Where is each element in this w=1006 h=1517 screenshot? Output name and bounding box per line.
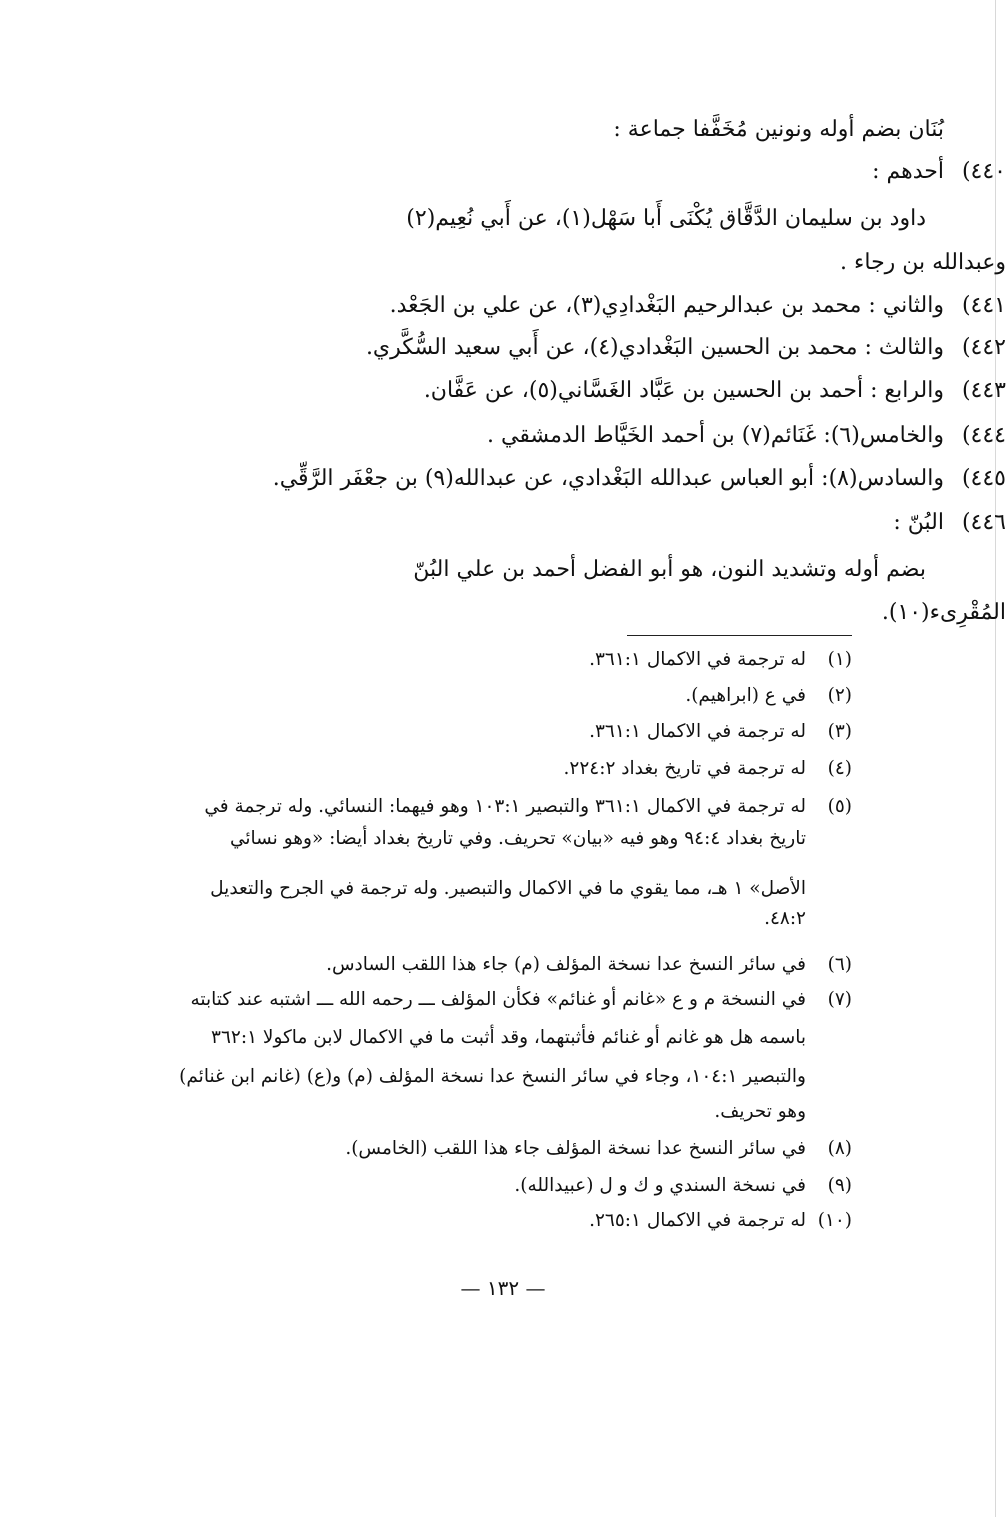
entry-text: والسادس(٨): أبو العباس عبدالله البَغْدادي، عن عبدالله(٩) بن جعْفَر الرَّقِّي. bbox=[272, 466, 944, 491]
entry-text: والثالث : محمد بن الحسين البَغْدادي(٤)، عن أَبي سعيد السُّكَّري. bbox=[365, 335, 944, 360]
entry-number: ٤٤٤) bbox=[961, 423, 1006, 448]
footnote-number: (٩) bbox=[827, 1175, 852, 1196]
entry-text: والثاني : محمد بن عبدالرحيم البَغْدادِي(٣)، عن علي بن الجَعْد. bbox=[389, 293, 944, 318]
footnote-10: (١٠)له ترجمة في الاكمال ٢٦٥:١. bbox=[135, 1206, 852, 1236]
footnote-5: (٥)له ترجمة في الاكمال ٣٦١:١ والتبصير ١٠٣:١ وهو فيهما: النسائي. وله ترجمة في bbox=[135, 792, 852, 822]
footnote-5-cont: الأصل» ١ هـ، مما يقوي ما في الاكمال والتبصير. وله ترجمة في الجرح والتعديل bbox=[210, 878, 806, 899]
entry-444 bbox=[286, 420, 1006, 452]
footnote-number: (٣) bbox=[827, 721, 852, 742]
footnote-2: (٢)في ع (ابراهيم). bbox=[135, 681, 852, 711]
footnote-1: (١)له ترجمة في الاكمال ٣٦١:١. bbox=[135, 645, 852, 675]
footnote-7-cont: باسمه هل هو غانم أو غنائم فأثبتهما، وقد أثبت ما في الاكمال لابن ماكولا ٣٦٢:١ bbox=[211, 1027, 806, 1048]
entry-442 bbox=[286, 332, 1006, 364]
main-line: المُقْرِىء(١٠). bbox=[881, 600, 1006, 625]
footnote-7-cont: وهو تحريف. bbox=[714, 1101, 806, 1122]
footnote-9: (٩)في نسخة السندي و ك و ل (عبيدالله). bbox=[135, 1171, 852, 1201]
entry-number: ٤٤٦) bbox=[961, 510, 1006, 535]
footnote-number: (٥) bbox=[827, 796, 852, 817]
footnote-7-cont: والتبصير ١٠٤:١، وجاء في سائر النسخ عدا نسخة المؤلف (م) و(ع) (غانم ابن غنائم) bbox=[179, 1066, 806, 1087]
footnote-number: (٨) bbox=[827, 1138, 852, 1159]
entry-443 bbox=[286, 375, 1006, 407]
main-line: وعبدالله بن رجاء . bbox=[840, 250, 1006, 275]
main-line: داود بن سليمان الدَّقَّاق يُكْنَى أَبا سَهْل(١)، عن أَبي نُعِيم(٢) bbox=[406, 206, 926, 231]
footnote-number: (٧) bbox=[827, 989, 852, 1010]
entry-441 bbox=[286, 290, 1006, 322]
entry-440 bbox=[286, 156, 1006, 188]
footnote-5-cont: ٤٨:٢. bbox=[764, 908, 806, 929]
footnote-separator bbox=[627, 635, 852, 636]
entry-number: ٤٤٥) bbox=[961, 466, 1006, 491]
footnote-number: (٢) bbox=[827, 685, 852, 706]
entry-text: البُنّ : bbox=[893, 510, 944, 535]
entry-446 bbox=[286, 507, 1006, 539]
footnote-number: (١٠) bbox=[817, 1210, 852, 1231]
entry-445 bbox=[272, 463, 1006, 495]
entry-number: ٤٤٠) bbox=[961, 159, 1006, 184]
entry-text: أحدهم : bbox=[872, 159, 944, 184]
footnote-number: (١) bbox=[827, 649, 852, 670]
entry-number: ٤٤١) bbox=[961, 293, 1006, 318]
main-line: بُنَان بضم أوله ونونين مُخَفَّفا جماعة : bbox=[613, 117, 944, 142]
footnote-3: (٣)له ترجمة في الاكمال ٣٦١:١. bbox=[135, 717, 852, 747]
entry-number: ٤٤٢) bbox=[961, 335, 1006, 360]
footnote-number: (٦) bbox=[827, 954, 852, 975]
footnote-7: (٧)في النسخة م و ع «غانم أو غنائم» فكأن المؤلف ـــ رحمه الله ـــ اشتبه عند كتابته bbox=[135, 985, 852, 1015]
footnote-5-cont: تاريخ بغداد ٩٤:٤ وهو فيه «بيان» تحريف. وفي تاريخ بغداد أيضا: «وهو نسائي bbox=[229, 828, 806, 849]
page-number: — ١٣٢ — bbox=[460, 1276, 546, 1300]
footnote-8: (٨)في سائر النسخ عدا نسخة المؤلف جاء هذا اللقب (الخامس). bbox=[135, 1134, 852, 1164]
main-line: بضم أوله وتشديد النون، هو أبو الفضل أحمد بن علي البُنّ bbox=[413, 557, 926, 582]
entry-text: والخامس(٦): غَنَائم(٧) بن أحمد الخَيَّاط الدمشقي . bbox=[487, 423, 944, 448]
footnote-4: (٤)له ترجمة في تاريخ بغداد ٢٢٤:٢. bbox=[135, 754, 852, 784]
entry-number: ٤٤٣) bbox=[961, 378, 1006, 403]
entry-text: والرابع : أحمد بن الحسين بن عَبَّاد الغَسَّاني(٥)، عن عَفَّان. bbox=[423, 378, 944, 403]
footnote-number: (٤) bbox=[827, 758, 852, 779]
footnote-6: (٦)في سائر النسخ عدا نسخة المؤلف (م) جاء هذا اللقب السادس. bbox=[135, 950, 852, 980]
